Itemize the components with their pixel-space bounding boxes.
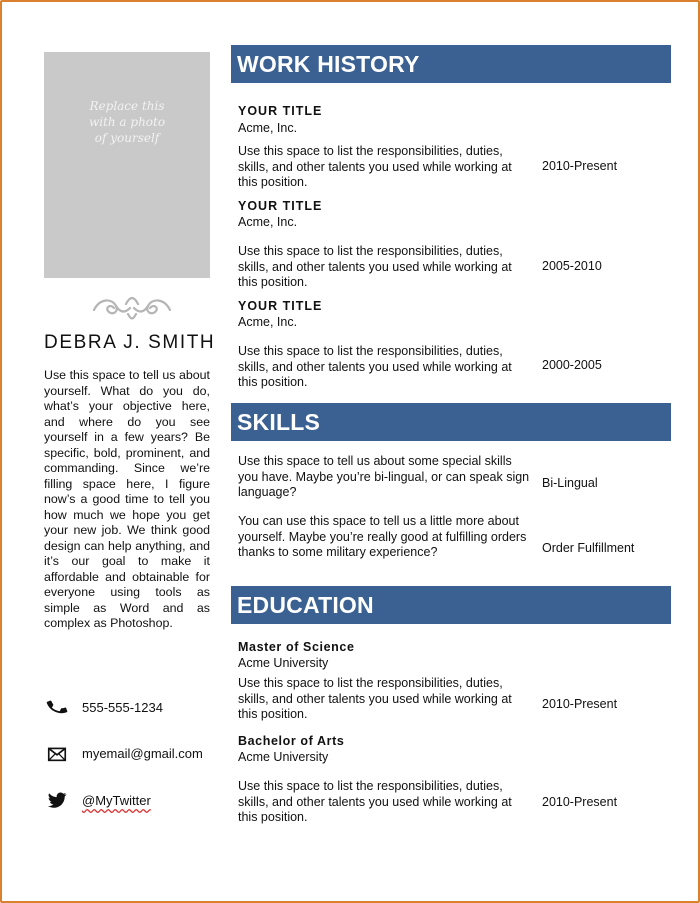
education-degree: Bachelor of Arts [238,734,345,748]
skill-name: Bi-Lingual [542,476,598,490]
flourish-ornament-icon [90,294,174,322]
skill-name: Order Fulfillment [542,541,635,555]
candidate-name: DEBRA J. SMITH [44,332,216,353]
twitter-handle[interactable]: @MyTwitter [82,793,151,808]
education-heading: EDUCATION [231,586,671,624]
work-entry-title: YOUR TITLE [238,104,323,118]
contact-phone [44,696,224,720]
contact-email [44,742,224,766]
skills-heading: SKILLS [231,403,671,441]
work-entry-description: Use this space to list the responsibilities, duties, skills, and other talents you used while working at this position. [238,344,512,390]
education-school: Acme University [238,750,329,764]
envelope-icon [46,742,68,764]
education-dates: 2010-Present [542,795,618,809]
education-school: Acme University [238,656,329,670]
work-entry-title: YOUR TITLE [238,199,323,213]
work-entry-dates: 2010-Present [542,159,618,173]
work-entry-description: Use this space to list the responsibilities, duties, skills, and other talents you used while working at this position. [238,144,512,190]
work-entry-description: Use this space to list the responsibilities, duties, skills, and other talents you used while working at this position. [238,244,512,290]
photo-placeholder[interactable] [44,52,210,278]
email-address[interactable]: myemail@gmail.com [82,746,203,761]
education-degree: Master of Science [238,640,355,654]
work-entry-company: Acme, Inc. [238,121,298,135]
photo-placeholder-text: Replace this with a photo of yourself [88,99,166,145]
work-entry-dates: 2000-2005 [542,358,602,372]
education-dates: 2010-Present [542,697,618,711]
education-description: Use this space to list the responsibilities, duties, skills, and other talents you used while working at this position. [238,676,512,722]
twitter-bird-icon [46,789,68,811]
phone-number: 555-555-1234 [82,700,163,715]
education-description: Use this space to list the responsibilities, duties, skills, and other talents you used while working at this position. [238,779,512,825]
phone-icon [46,696,68,718]
work-history-heading: WORK HISTORY [231,45,671,83]
about-text: Use this space to tell us about yourself. What do you do, what’s your objective here, and where do you see yourself in a few years? Be specific, bold, prominent, and commanding. Since we’re filling space here, I figure now’s a good time to tell you how much we hope you get your new job. We think good design can help anything, and it’s our goal to make it affordable and obtainable for everyone using tools as simple as Word and as complex as Photoshop. [44,368,210,630]
skill-description: You can use this space to tell us a little more about yourself. Maybe you’re really good at fulfilling orders thanks to some military experience? [238,514,527,560]
work-entry-dates: 2005-2010 [542,259,602,273]
work-entry-company: Acme, Inc. [238,315,298,329]
contact-twitter [44,789,224,813]
skill-description: Use this space to tell us about some special skills you have. Maybe you’re bi-lingual, or can speak sign language? [238,454,530,500]
work-entry-company: Acme, Inc. [238,215,298,229]
work-entry-title: YOUR TITLE [238,299,323,313]
